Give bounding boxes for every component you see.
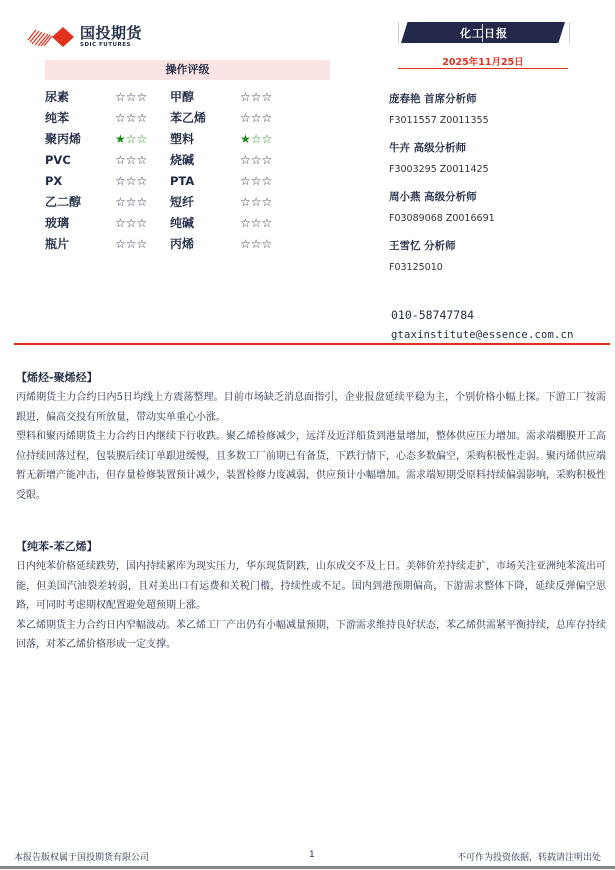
rating-header (45, 60, 330, 80)
analyst-license-id: F3011557 Z0011355 (389, 115, 489, 126)
section-title: 【纯苯-苯乙烯】 (16, 540, 98, 553)
rating-row (45, 233, 345, 254)
footer-copyright: 本报告版权属于国投期货有限公司 (14, 853, 150, 863)
star-rating-icon: ☆☆☆ (115, 152, 148, 167)
analyst-name: 庞春艳 首席分析师 (389, 93, 477, 105)
page-number: 1 (309, 850, 315, 860)
contact-info (391, 305, 574, 345)
star-rating-icon: ☆☆☆ (240, 215, 273, 230)
product-name: 纯碱 (170, 216, 195, 230)
star-rating-icon: ☆☆☆ (240, 194, 273, 209)
logo-mark-icon (26, 26, 76, 48)
star-rating-icon: ☆☆☆ (115, 236, 148, 251)
product-name: 尿素 (45, 90, 70, 104)
rating-row (45, 212, 345, 233)
rating-row (45, 170, 345, 191)
report-type-title: 化工日报 (460, 27, 508, 40)
product-name: 纯苯 (45, 111, 70, 125)
section-paragraph: 日内纯苯价格延续跌势，国内持续累库为现实压力，华东现货阴跌，山东成交不及上日。美韩价差持续走扩，市场关注亚洲纯苯流出可能，但美国汽油裂差转弱，且对美出口有运费和关税门槛，持续性或不足。国内到港预期偏高，下游需求整体下降，延续反弹偏空思路，可同时考虑期权配置避免超预期上涨。 (16, 561, 606, 611)
section-olefins (16, 368, 606, 505)
star-rating-icon: ☆☆☆ (240, 173, 273, 188)
product-name: 烧碱 (170, 153, 195, 167)
product-name: 乙二醇 (45, 195, 82, 209)
rating-row (45, 86, 345, 107)
star-rating-icon: ☆☆☆ (115, 194, 148, 209)
footer-divider (0, 866, 615, 869)
rating-row (45, 149, 345, 170)
analyst-license-id: F03125010 (389, 262, 443, 273)
star-rating-icon: ☆☆☆ (115, 110, 148, 125)
report-type-banner (398, 22, 570, 43)
logo-chinese-name: 国投期货 (80, 23, 143, 42)
section-paragraph: 塑料和聚丙烯期货主力合约日内继续下行收跌。聚乙烯检修减少，远洋及近洋船货到港量增加，整体供应压力增加。需求端棚膜开工高位持续回落过程，包装膜后续订单跟进缓慢，且多数工厂前期已有备货，下跌行情下，心态多数偏空，采购积极性走弱。聚丙烯供应端暂无新增产能冲击，但存量检修装置预计减少，装置检修力度减弱，供应预计小幅增加。需求端短期受原料持续偏弱影响，采购积极性受限。 (16, 431, 606, 501)
product-name: 玻璃 (45, 216, 70, 230)
product-name: 甲醇 (170, 90, 195, 104)
rating-row (45, 191, 345, 212)
star-rating-icon: ☆☆☆ (240, 110, 273, 125)
product-name: PVC (45, 152, 71, 167)
product-name: PTA (170, 173, 195, 188)
section-paragraph: 丙烯期货主力合约日内5日均线上方震荡整理。目前市场缺乏消息面指引，企业报盘延续平稳为主，个别价格小幅上探。下游工厂按需跟进，偏高交投有所放量，带动实单重心小涨。 (16, 392, 606, 423)
product-name: 塑料 (170, 132, 195, 146)
product-name: 瓶片 (45, 237, 70, 251)
analyst-list (389, 90, 609, 286)
product-name: 丙烯 (170, 237, 195, 251)
section-title: 【烯烃-聚烯烃】 (16, 371, 98, 384)
star-rating-icon: ☆☆☆ (240, 89, 273, 104)
contact-phone: 010-58747784 (391, 308, 475, 322)
product-name: 聚丙烯 (45, 132, 82, 146)
company-logo (26, 24, 142, 50)
star-rating-icon: ☆☆☆ (240, 236, 273, 251)
analyst-name: 牛卉 高级分析师 (389, 142, 467, 154)
analyst-name: 王雪忆 分析师 (389, 240, 456, 252)
date-underline (398, 68, 568, 69)
analyst-license-id: F3003295 Z0011425 (389, 164, 489, 175)
header-divider (14, 343, 610, 345)
product-name: 苯乙烯 (170, 111, 207, 125)
star-rating-icon: ★☆☆ (115, 131, 148, 146)
star-rating-icon: ★☆☆ (240, 131, 273, 146)
rating-title: 操作评级 (165, 63, 210, 76)
section-paragraph: 苯乙烯期货主力合约日内窄幅波动。苯乙烯工厂产出仍有小幅减量预期，下游需求维持良好状态，苯乙烯供需紧平衡持续，总库存持续回落，对苯乙烯价格形成一定支撑。 (16, 619, 606, 650)
footer-disclaimer: 不可作为投资依据，转载请注明出处 (456, 853, 601, 863)
rating-row (45, 128, 345, 149)
star-rating-icon: ☆☆☆ (240, 152, 273, 167)
star-rating-icon: ☆☆☆ (115, 215, 148, 230)
rating-row (45, 107, 345, 128)
analyst-license-id: F03089068 Z0016691 (389, 213, 495, 224)
analyst-name: 周小燕 高级分析师 (389, 191, 477, 203)
star-rating-icon: ☆☆☆ (115, 89, 148, 104)
star-rating-icon: ☆☆☆ (115, 173, 148, 188)
product-name: 短纤 (170, 195, 195, 209)
contact-email[interactable]: gtaxinstitute@essence.com.cn (391, 329, 574, 341)
logo-english-name: SDIC FUTURES (80, 41, 131, 48)
report-date: 2025年11月25日 (442, 57, 524, 68)
ratings-table (45, 86, 345, 254)
section-benzene-styrene (16, 537, 606, 655)
product-name: PX (45, 173, 63, 188)
